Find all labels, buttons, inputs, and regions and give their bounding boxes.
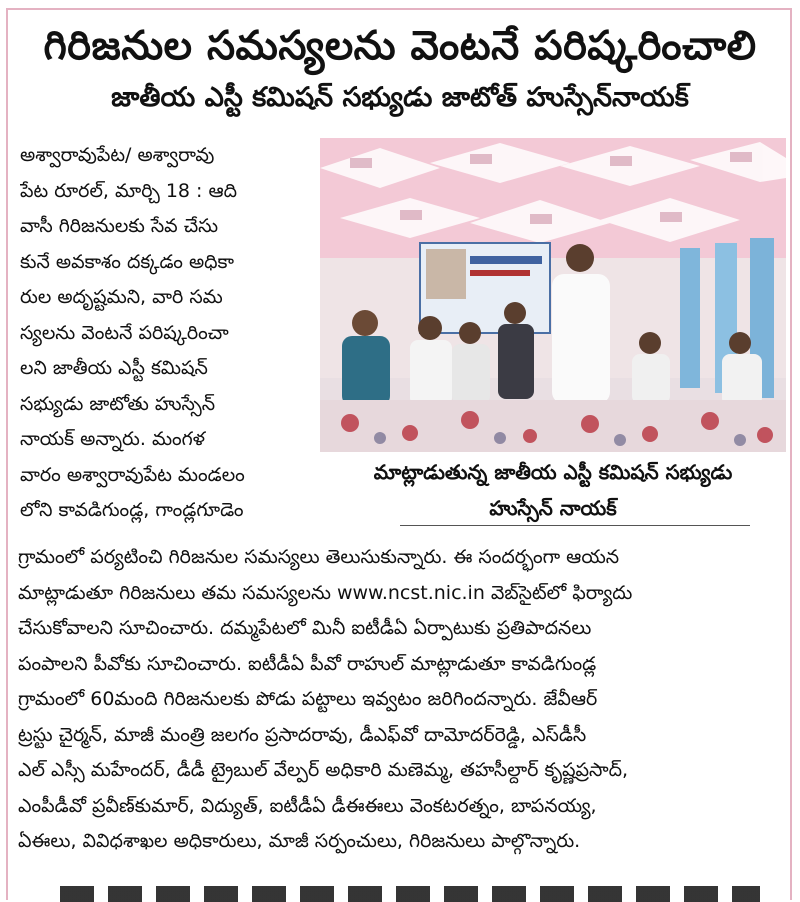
headline: గిరిజనుల సమస్యలను వెంటనే పరిష్కరించాలి <box>43 23 757 69</box>
column-line: కునే అవకాశం దక్కడం అధికా <box>20 250 235 273</box>
body-line: ఎల్ ఎస్సీ మహేందర్, డీడీ ట్రైబుల్ వేల్పర్ అధికారి మణెమ్మ, తహసీల్దార్ కృష్ణప్రసాద్, <box>18 759 629 781</box>
caption-divider <box>400 525 750 526</box>
column-line: వారం అశ్వారావుపేట మండలం <box>20 463 245 486</box>
news-photo <box>320 138 786 452</box>
column-line: లోని కావడిగుండ్ల, గాండ్లగూడెం <box>20 499 244 521</box>
body-line: ఏఈలు, వివిధశాఖల అధికారులు, మాజీ సర్పంచులు, గిరిజనులు పాల్గొన్నారు. <box>18 830 581 852</box>
article-body <box>18 540 786 860</box>
column-line: అశ్వారావుపేట/ అశ్వారావు <box>20 144 215 166</box>
body-line: ట్రస్టు చైర్మన్, మాజీ మంత్రి జలగం ప్రసాదరావు, డీఎఫ్‌వో దామోదర్‌రెడ్డి, ఎస్‌డీసీ <box>18 723 587 746</box>
column-line: లని జాతీయ ఎస్టీ కమిషన్ <box>20 357 208 379</box>
column-line: స్యలను వెంటనే పరిష్కరించా <box>20 321 229 344</box>
meeting-photo-illustration <box>320 138 786 452</box>
body-line: ఎంపీడీవో ప్రవీణ్‌కుమార్, విద్యుత్, ఐటీడీఏ డీఈఈలు వెంకటరత్నం, బాపనయ్య, <box>18 794 597 817</box>
body-line: చేసుకోవాలని సూచించారు. దమ్మపేటలో మినీ ఐటీడీఏ ఏర్పాటుకు ప్రతిపాదనలు <box>18 617 592 639</box>
photo-caption-line: మాట్లాడుతున్న జాతీయ ఎస్టీ కమిషన్ సభ్యుడు <box>373 460 733 484</box>
column-line: వాసీ గిరిజనులకు సేవ చేసు <box>20 215 219 237</box>
next-article-cutoff <box>60 886 760 902</box>
photo-caption <box>320 454 786 526</box>
body-line: గ్రామంలో 60మంది గిరిజనులకు పోడు పట్టాలు ఇవ్వటం జరిగిందన్నారు. జేవీఆర్ <box>18 688 598 710</box>
column-line: రుల అదృష్టమని, వారి సమ <box>20 286 223 308</box>
body-line: మాట్లాడుతూ గిరిజనులు తమ సమస్యలను www.ncst.nic.in వెబ్‌సైట్‌లో ఫిర్యాదు <box>18 581 633 604</box>
body-line: గ్రామంలో పర్యటించి గిరిజనుల సమస్యలు తెలుసుకున్నారు. ఈ సందర్భంగా ఆయన <box>18 546 620 568</box>
column-line: పేట రూరల్, మార్చి 18 : ఆది <box>20 179 238 202</box>
photo-caption-line: హుస్సేన్ నాయక్ <box>489 496 617 520</box>
body-line: పంపాలని పీవోకు సూచించారు. ఐటీడీఏ పీవో రాహుల్ మాట్లాడుతూ కావడిగుండ్ల <box>18 652 597 675</box>
subheadline: జాతీయ ఎస్టీ కమిషన్ సభ్యుడు జాటోత్ హుస్సేన్‌నాయక్ <box>111 82 689 113</box>
column-line: నాయక్ అన్నారు. మంగళ <box>20 428 206 450</box>
column-line: సభ్యుడు జాటోతు హుస్సేన్ <box>20 392 216 415</box>
column-text <box>20 138 312 529</box>
